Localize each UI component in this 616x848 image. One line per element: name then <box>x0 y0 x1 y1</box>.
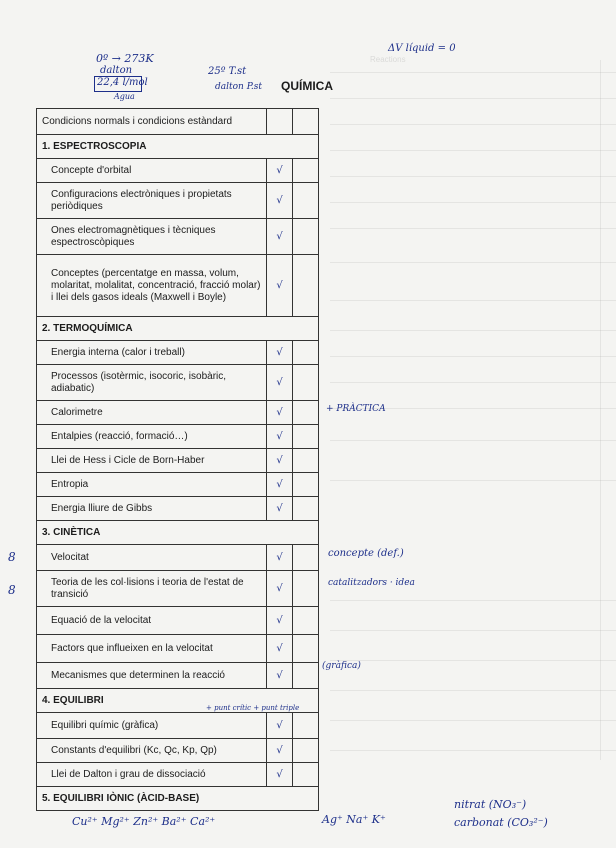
section-heading: 2. TERMOQUÍMICA <box>37 317 319 341</box>
handwritten-note: concepte (def.) <box>328 548 404 559</box>
handwritten-note: ΔV líquid = 0 <box>388 43 456 54</box>
topic-label: Condicions normals i condicions estàndard <box>37 109 267 135</box>
topic-label: Configuracions electròniques i propietats periòdiques <box>37 183 267 219</box>
check-mark: √ <box>267 425 293 449</box>
bleed-line <box>330 382 616 383</box>
check-cell <box>293 635 319 663</box>
handwritten-note: Cu²⁺ Mg²⁺ Zn²⁺ Ba²⁺ Ca²⁺ <box>72 815 216 828</box>
table-row <box>37 497 319 521</box>
check-cell <box>293 607 319 635</box>
check-mark: √ <box>267 545 293 571</box>
bleed-line <box>330 600 616 601</box>
table-row <box>37 109 319 135</box>
handwritten-note: catalitzadors · idea <box>328 578 415 588</box>
handwritten-note: Agua <box>114 92 135 101</box>
check-cell <box>293 183 319 219</box>
topic-label: Energia lliure de Gibbs <box>37 497 267 521</box>
bleed-text: Reactions <box>370 55 406 64</box>
check-cell <box>293 219 319 255</box>
topic-label: Processos (isotèrmic, isocoric, isobàric, adiabatic) <box>37 365 267 401</box>
section-row <box>37 317 319 341</box>
topic-label: Mecanismes que determinen la reacció <box>37 663 267 689</box>
table-row <box>37 401 319 425</box>
table-row <box>37 425 319 449</box>
check-cell <box>293 425 319 449</box>
topic-label: Constants d'equilibri (Kc, Qc, Kp, Qp) <box>37 739 267 763</box>
handwritten-note: 0º → 273K <box>96 52 154 65</box>
topic-label: Concepte d'orbital <box>37 159 267 183</box>
table-row <box>37 763 319 787</box>
handwritten-note: + punt crític + punt triple <box>206 704 300 712</box>
bleed-line <box>330 150 616 151</box>
bleed-line <box>330 176 616 177</box>
handwritten-note: nitrat (NO₃⁻) <box>454 798 527 811</box>
check-cell <box>293 159 319 183</box>
topic-label: Equació de la velocitat <box>37 607 267 635</box>
table-row <box>37 607 319 635</box>
table-row <box>37 365 319 401</box>
check-mark: √ <box>267 473 293 497</box>
bleed-line <box>330 330 616 331</box>
check-cell <box>293 365 319 401</box>
bleed-line <box>330 750 616 751</box>
table-row <box>37 571 319 607</box>
handwritten-note: 25º T.st <box>208 66 247 77</box>
table-row <box>37 635 319 663</box>
topic-label: Entalpies (reacció, formació…) <box>37 425 267 449</box>
section-heading: 1. ESPECTROSCOPIA <box>37 135 319 159</box>
section-heading: 3. CINÈTICA <box>37 521 319 545</box>
table-row <box>37 255 319 317</box>
bleed-line <box>330 124 616 125</box>
check-cell <box>293 545 319 571</box>
section-row <box>37 521 319 545</box>
check-mark: √ <box>267 713 293 739</box>
check-mark: √ <box>267 571 293 607</box>
check-mark: √ <box>267 341 293 365</box>
topic-label: Calorimetre <box>37 401 267 425</box>
check-cell <box>293 739 319 763</box>
topic-label: Equilibri químic (gràfica) <box>37 713 267 739</box>
bleed-line <box>330 720 616 721</box>
topic-label: Conceptes (percentatge en massa, volum, molaritat, molalitat, concentració, fracció molar) i llei dels gasos ideals (Maxwell i Boyle) <box>37 255 267 317</box>
handwritten-note: carbonat (CO₃²⁻) <box>454 816 548 829</box>
bleed-line <box>600 60 601 760</box>
topic-label: Factors que influeixen en la velocitat <box>37 635 267 663</box>
check-cell <box>293 401 319 425</box>
check-mark: √ <box>267 219 293 255</box>
check-cell <box>293 341 319 365</box>
check-cell <box>293 473 319 497</box>
handwritten-note: 22,4 l/mol <box>97 77 148 88</box>
table-row <box>37 473 319 497</box>
check-mark: √ <box>267 159 293 183</box>
topic-label: Ones electromagnètiques i tècniques espectroscòpiques <box>37 219 267 255</box>
table-row <box>37 713 319 739</box>
page-title: QUÍMICA <box>281 79 333 93</box>
bleed-line <box>330 202 616 203</box>
bleed-line <box>330 300 616 301</box>
check-mark: √ <box>267 607 293 635</box>
handwritten-note: dalton <box>100 65 133 76</box>
bleed-line <box>330 630 616 631</box>
table-row <box>37 663 319 689</box>
check-cell <box>293 663 319 689</box>
check-cell <box>293 713 319 739</box>
bleed-line <box>330 480 616 481</box>
check-mark: √ <box>267 401 293 425</box>
section-heading: 5. EQUILIBRI IÒNIC (ÀCID-BASE) <box>37 787 319 811</box>
topic-label: Llei de Hess i Cicle de Born-Haber <box>37 449 267 473</box>
section-heading: 4. EQUILIBRI <box>37 689 319 713</box>
bleed-line <box>330 228 616 229</box>
topic-label: Teoria de les col·lisions i teoria de l'estat de transició <box>37 571 267 607</box>
check-cell <box>293 109 319 135</box>
check-mark: √ <box>267 635 293 663</box>
handwritten-note: dalton P.st <box>215 82 263 92</box>
table-row <box>37 219 319 255</box>
check-cell <box>293 571 319 607</box>
section-row <box>37 787 319 811</box>
check-mark: √ <box>267 663 293 689</box>
table-row <box>37 739 319 763</box>
check-cell <box>293 763 319 787</box>
handwritten-note: + PRÀCTICA <box>326 404 386 414</box>
check-mark: √ <box>267 183 293 219</box>
check-cell <box>267 109 293 135</box>
check-mark: √ <box>267 763 293 787</box>
handwritten-note: (gràfica) <box>322 661 361 671</box>
topic-label: Energia interna (calor i treball) <box>37 341 267 365</box>
table-row <box>37 159 319 183</box>
check-cell <box>293 497 319 521</box>
check-mark: √ <box>267 497 293 521</box>
bleed-line <box>330 660 616 661</box>
check-mark: √ <box>267 255 293 317</box>
table-row <box>37 341 319 365</box>
topic-label: Entropia <box>37 473 267 497</box>
bleed-line <box>330 356 616 357</box>
bleed-line <box>330 440 616 441</box>
topic-label: Llei de Dalton i grau de dissociació <box>37 763 267 787</box>
bleed-line <box>330 98 616 99</box>
topic-label: Velocitat <box>37 545 267 571</box>
bleed-line <box>330 72 616 73</box>
check-mark: √ <box>267 739 293 763</box>
bleed-line <box>330 690 616 691</box>
section-row <box>37 135 319 159</box>
table-row <box>37 449 319 473</box>
table-row <box>37 545 319 571</box>
handwritten-note: 8 <box>8 583 16 597</box>
check-mark: √ <box>267 365 293 401</box>
check-mark: √ <box>267 449 293 473</box>
handwritten-note: 8 <box>8 550 16 564</box>
check-cell <box>293 255 319 317</box>
table-row <box>37 183 319 219</box>
handwritten-note: Ag⁺ Na⁺ K⁺ <box>322 813 386 826</box>
bleed-line <box>330 262 616 263</box>
check-cell <box>293 449 319 473</box>
